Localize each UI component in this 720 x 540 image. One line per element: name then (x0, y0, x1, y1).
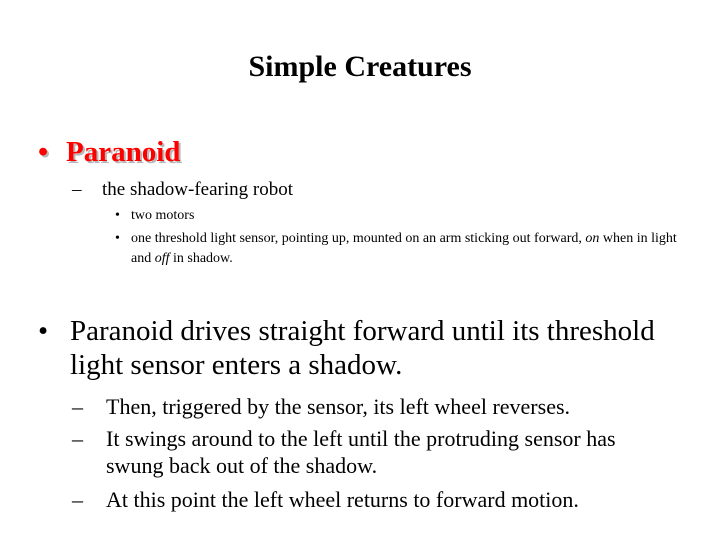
sensor-text-part2: when in light and (131, 231, 677, 266)
bullet-marker: • (38, 136, 49, 168)
sub-bullet-left-wheel-returns (72, 486, 672, 513)
sub-bullet-text: It swings around to the left until the protruding sensor has swung back out of the shadow. (106, 426, 616, 478)
sensor-text-part1: one threshold light sensor, pointing up, mounted on an arm sticking out forward, (131, 231, 586, 246)
sensor-text-off: off (154, 251, 170, 266)
sub-sub-bullet-text: two motors (131, 208, 195, 223)
bullet-marker: • (38, 315, 49, 347)
sub-bullet-text: the shadow-fearing robot (102, 179, 293, 200)
sub-bullet-shadow-fearing (72, 179, 672, 201)
bullet-drives-forward-text: Paranoid drives straight forward until its threshold light sensor enters a shadow. (70, 315, 655, 381)
sub-sub-bullet-text (131, 229, 685, 269)
bullet-marker: • (115, 208, 120, 223)
bullet-paranoid (38, 135, 180, 169)
sub-sub-bullet-two-motors (115, 206, 685, 226)
bullet-drives-forward (38, 314, 698, 382)
dash-marker: – (72, 426, 83, 451)
slide-title: Simple Creatures (248, 50, 472, 83)
dash-marker: – (72, 487, 83, 512)
sub-bullet-then-triggered (72, 393, 672, 420)
dash-marker: – (72, 394, 83, 419)
sub-sub-bullet-light-sensor (115, 229, 685, 269)
dash-marker: – (72, 179, 82, 200)
sub-bullet-swings-around (72, 425, 672, 479)
sensor-text-part3: in shadow. (169, 251, 233, 266)
sub-bullet-text: Then, triggered by the sensor, its left wheel reverses. (106, 394, 571, 419)
sub-bullet-text: At this point the left wheel returns to forward motion. (106, 487, 579, 512)
bullet-marker: • (115, 231, 120, 246)
sensor-text-on: on (585, 231, 600, 246)
bullet-paranoid-text: Paranoid (66, 136, 181, 168)
